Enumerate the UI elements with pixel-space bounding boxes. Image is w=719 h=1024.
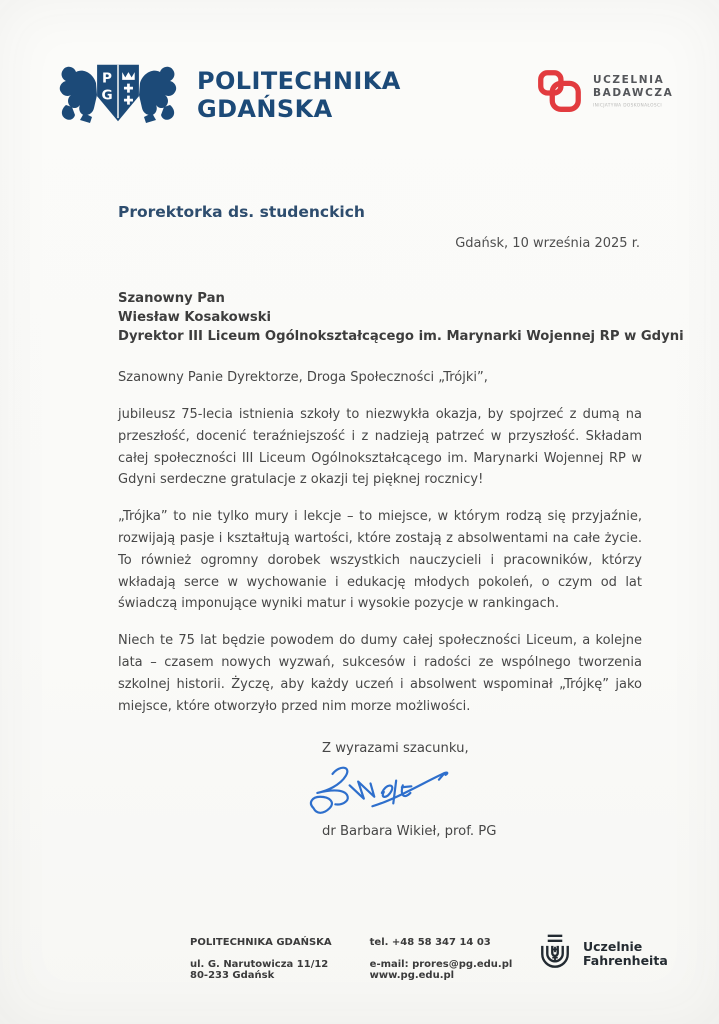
closing-block <box>322 741 496 839</box>
recipient-salutation: Szanowny Pan <box>118 291 225 306</box>
fahrenheit-line2: Fahrenheita <box>583 953 668 968</box>
research-badge-line2: BADAWCZA <box>593 87 674 99</box>
footer-contact <box>190 937 512 982</box>
footer-website: www.pg.edu.pl <box>369 970 455 981</box>
letter-body <box>118 367 642 717</box>
university-wordmark <box>197 67 401 123</box>
footer-phone: tel. +48 58 347 14 03 <box>369 937 491 948</box>
footer-contact-column <box>370 937 513 982</box>
paragraph-1: jubileusz 75-lecia istnienia szkoły to niezwykła okazja, by spojrzeć z dumą na przeszłość, docenić teraźniejszość i z nadzieją patrzeć w przyszłość. Składam całej społeczności III Liceum Ogólnokształcącego im. Marynarki Wojennej RP w Gdyni serdeczne gratulacje z okazji tej pięknej rocznicy! <box>118 407 642 488</box>
sender-title: Prorektorka ds. studenckich <box>118 203 365 221</box>
footer-address-line1: ul. G. Narutowicza 11/12 <box>190 958 329 970</box>
shield-letter-g: G <box>101 87 113 104</box>
fahrenheit-union-logo <box>535 931 668 977</box>
lion-left-icon <box>58 60 98 126</box>
signer-name: dr Barbara Wikieł, prof. PG <box>322 824 497 839</box>
research-badge-icon <box>534 66 584 118</box>
lion-right-icon <box>138 60 178 126</box>
salutation: Szanowny Panie Dyrektorze, Droga Społeczności „Trójki”, <box>118 370 488 385</box>
research-badge-line1: UCZELNIA <box>593 74 665 86</box>
research-badge-text <box>593 74 689 118</box>
shield-letter-p: P <box>102 70 112 87</box>
university-name-line1: POLITECHNIKA <box>197 67 401 95</box>
research-university-badge <box>534 66 689 118</box>
footer-email: e-mail: prores@pg.edu.pl <box>369 958 513 970</box>
handwritten-signature <box>304 760 456 824</box>
footer-address-column <box>190 937 332 982</box>
research-badge-subline: INICJATYWA DOSKONAŁOŚCI <box>593 103 663 109</box>
paragraph-3: Niech te 75 lat będzie powodem do dumy całej społeczności Liceum, a kolejne lata – czasem nowych wyzwań, sukcesów i radości ze wspólnego tworzenia szkolnej historii. Życzę, aby każdy uczeń i absolwent wspominał „Trójkę” jako miejsce, które otworzyło przed nim morze możliwości. <box>118 633 642 714</box>
pg-shield-icon <box>95 58 141 128</box>
recipient-position: Dyrektor III Liceum Ogólnokształcącego im. Marynarki Wojennej RP w Gdyni <box>118 329 684 344</box>
dateline: Gdańsk, 10 września 2025 r. <box>455 236 640 251</box>
fahrenheit-union-icon <box>535 931 575 977</box>
recipient-block <box>118 289 684 346</box>
footer-org-name: POLITECHNIKA GDAŃSKA <box>190 937 332 948</box>
paragraph-2: „Trójka” to nie tylko mury i lekcje – to miejsce, w którym rodzą się przyjaźnie, rozwijają pasje i kształtują wartości, które zostają z absolwentami na całe życie. To również ogromny dorobek wszystkich nauczycieli i pracowników, którzy wkładają serce w wychowanie i edukację młodych pokoleń, o czym od lat świadczą imponujące wyniki matur i wysokie pozycje w rankingach. <box>118 509 642 612</box>
pg-crest-logo <box>58 58 178 128</box>
fahrenheit-union-text <box>583 940 668 969</box>
recipient-name: Wiesław Kosakowski <box>118 310 272 325</box>
university-name-line2: GDAŃSKA <box>197 95 333 123</box>
closing-phrase: Z wyrazami szacunku, <box>322 741 469 756</box>
footer-address-line2: 80-233 Gdańsk <box>190 970 275 981</box>
fahrenheit-line1: Uczelnie <box>583 938 643 954</box>
